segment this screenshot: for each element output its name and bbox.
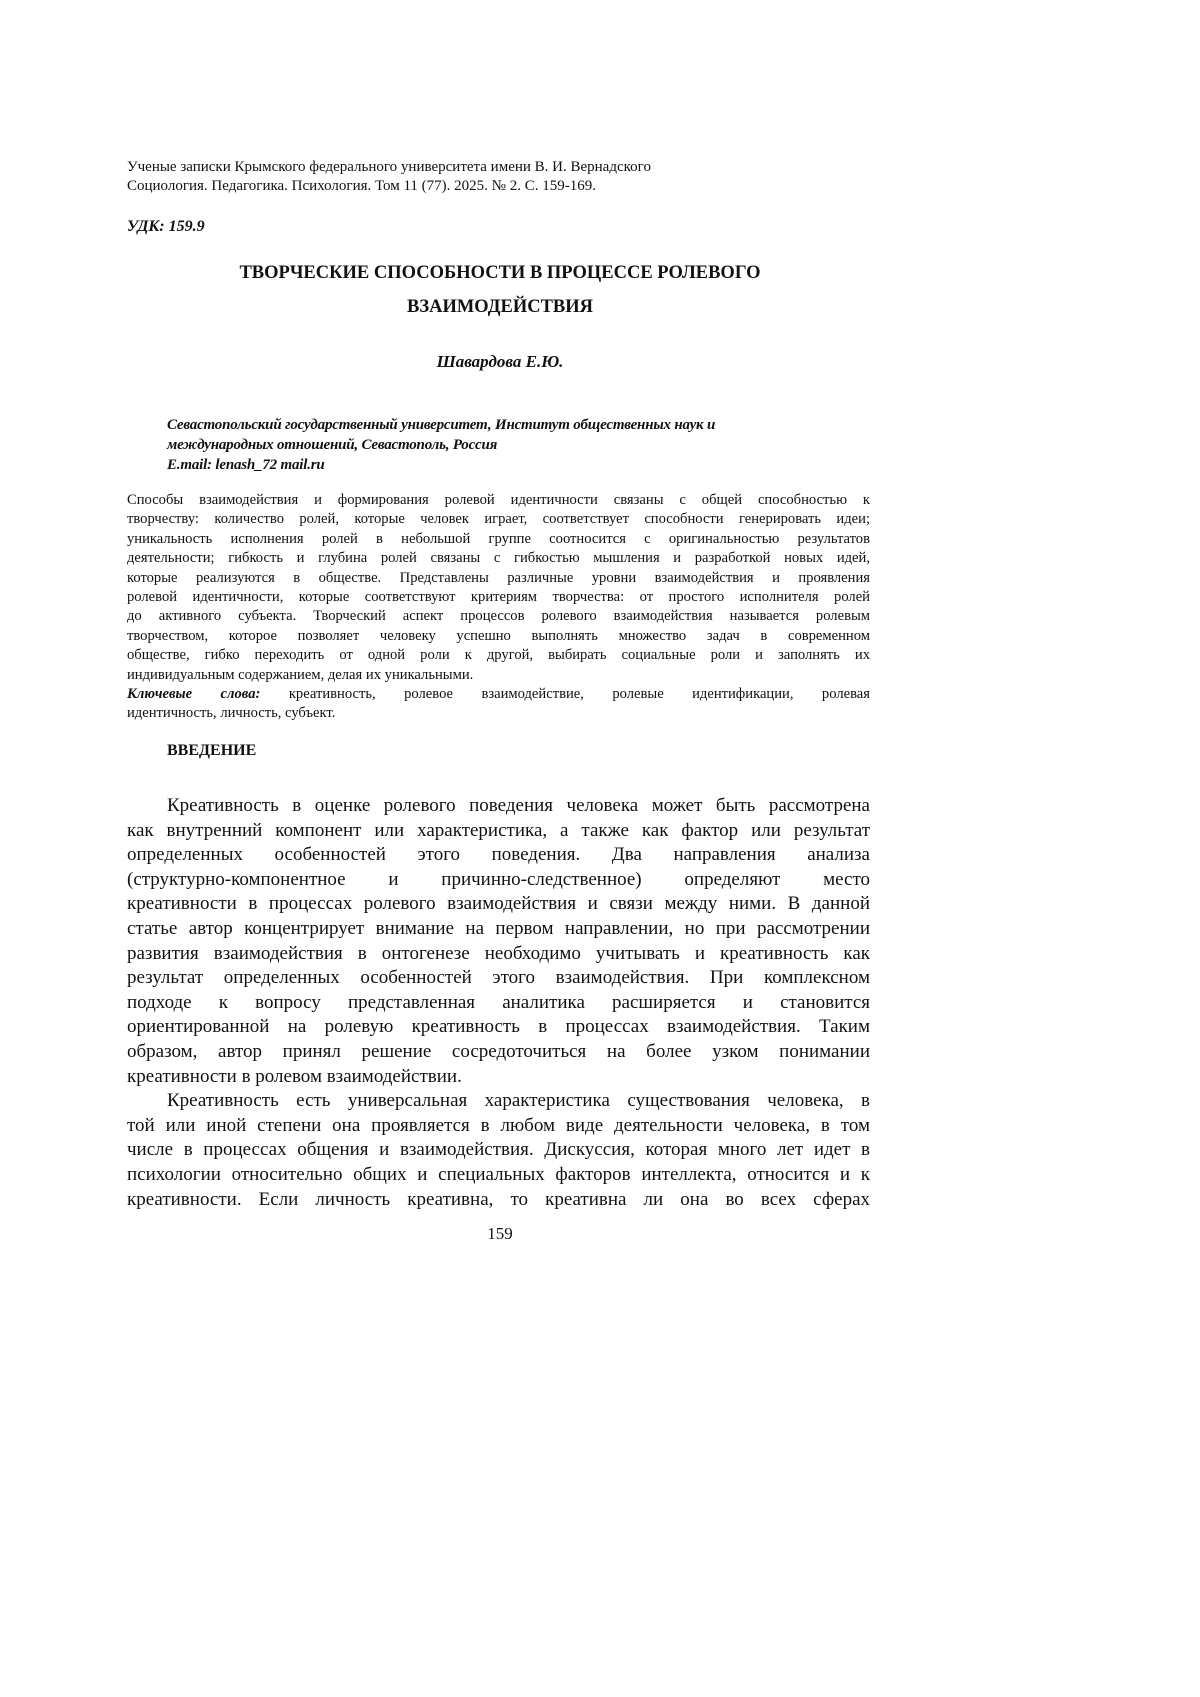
abstract-line: уникальность исполнения ролей в небольшой группе соотносится с оригинальностью результатов <box>127 530 870 549</box>
abstract-line: деятельности; гибкость и глубина ролей связаны с гибкостью мышления и разработкой новых идей, <box>127 549 870 568</box>
section-heading: ВВЕДЕНИЕ <box>167 742 256 760</box>
paragraph-line: креативности. Если личность креативна, то креативна ли она во всех сферах <box>127 1188 870 1213</box>
abstract-line: индивидуальным содержанием, делая их уникальными. <box>127 666 870 685</box>
keywords-label: Ключевые слова: <box>127 686 260 702</box>
paragraph-line: определенных особенностей этого поведения. Два направления анализа <box>127 843 870 868</box>
affiliation-line: международных отношений, Севастополь, Россия <box>167 435 715 455</box>
paragraph-line: креативности в ролевом взаимодействии. <box>127 1065 870 1090</box>
abstract-line: до активного субъекта. Творческий аспект процессов ролевого взаимодействия называется ролевым <box>127 607 870 626</box>
paragraph-line: образом, автор принял решение сосредоточиться на более узком понимании <box>127 1040 870 1065</box>
udk-code: УДК: 159.9 <box>127 218 205 236</box>
article-title <box>127 256 873 324</box>
keywords-text: креативность, ролевое взаимодействие, ролевые идентификации, ролевая <box>289 686 870 702</box>
journal-series: Социология. Педагогика. Психология. Том 11 (77). 2025. № 2. С. 159-169. <box>127 177 651 196</box>
paragraph-line: развития взаимодействия в онтогенезе необходимо учитывать и креативность как <box>127 942 870 967</box>
abstract-line: творчеством, которое позволяет человеку успешно выполнять множество задач в современном <box>127 627 870 646</box>
journal-header <box>127 158 651 196</box>
journal-name: Ученые записки Крымского федерального университета имени В. И. Вернадского <box>127 158 651 177</box>
affiliation-line: Севастопольский государственный университет, Институт общественных наук и <box>167 415 715 435</box>
author-email: E.mail: lenash_72 mail.ru <box>167 455 715 475</box>
author: Шавардова Е.Ю. <box>127 352 873 372</box>
paragraph <box>127 794 870 1089</box>
title-line: ТВОРЧЕСКИЕ СПОСОБНОСТИ В ПРОЦЕССЕ РОЛЕВОГО <box>127 256 873 290</box>
paragraph <box>127 1089 870 1212</box>
abstract-line: творчеству: количество ролей, которые человек играет, соответствует способности генерировать идеи; <box>127 510 870 529</box>
paragraph-line: статье автор концентрирует внимание на первом направлении, но при рассмотрении <box>127 917 870 942</box>
paragraph-line: (структурно-компонентное и причинно-следственное) определяют место <box>127 868 870 893</box>
keywords-line <box>127 685 870 704</box>
title-line: ВЗАИМОДЕЙСТВИЯ <box>127 290 873 324</box>
paragraph-line: креативности в процессах ролевого взаимодействия и связи между ними. В данной <box>127 892 870 917</box>
abstract-line: Способы взаимодействия и формирования ролевой идентичности связаны с общей способностью к <box>127 491 870 510</box>
paragraph-line: Креативность есть универсальная характеристика существования человека, в <box>127 1089 870 1114</box>
paragraph-line: подходе к вопросу представленная аналитика расширяется и становится <box>127 991 870 1016</box>
paragraph-line: как внутренний компонент или характеристика, а также как фактор или результат <box>127 819 870 844</box>
paragraph-line: психологии относительно общих и специальных факторов интеллекта, относится и к <box>127 1163 870 1188</box>
paragraph-line: результат определенных особенностей этого взаимодействия. При комплексном <box>127 966 870 991</box>
paragraph-line: той или иной степени она проявляется в любом виде деятельности человека, в том <box>127 1114 870 1139</box>
keywords-line: идентичность, личность, субъект. <box>127 704 870 723</box>
page-number: 159 <box>0 1224 1000 1244</box>
abstract-line: обществе, гибко переходить от одной роли к другой, выбирать социальные роли и заполнять их <box>127 646 870 665</box>
abstract-line: ролевой идентичности, которые соответствуют критериям творчества: от простого исполнителя ролей <box>127 588 870 607</box>
abstract <box>127 491 870 724</box>
paragraph-line: числе в процессах общения и взаимодействия. Дискуссия, которая много лет идет в <box>127 1138 870 1163</box>
affiliation <box>167 415 715 475</box>
body-text <box>127 794 870 1212</box>
paragraph-line: ориентированной на ролевую креативность в процессах взаимодействия. Таким <box>127 1015 870 1040</box>
paragraph-line: Креативность в оценке ролевого поведения человека может быть рассмотрена <box>127 794 870 819</box>
abstract-line: которые реализуются в обществе. Представлены различные уровни взаимодействия и проявления <box>127 569 870 588</box>
